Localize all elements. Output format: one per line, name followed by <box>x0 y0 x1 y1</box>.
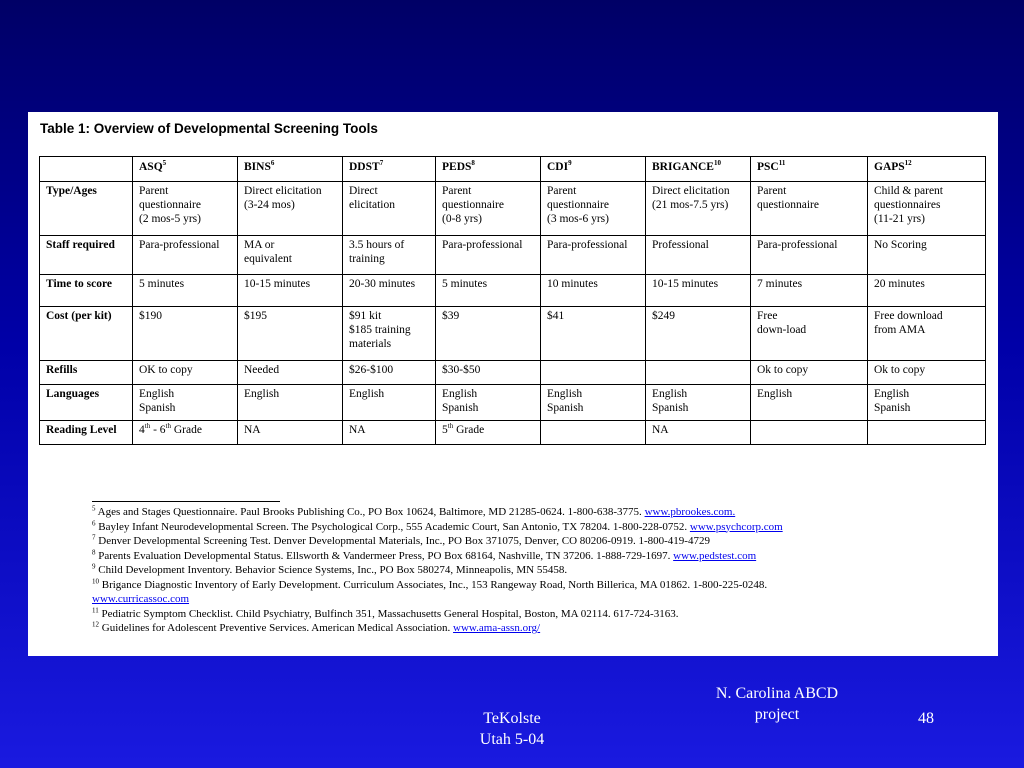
cell-brigance <box>646 361 751 385</box>
header-cdi: CDI$^9$ <box>541 157 646 182</box>
cell-cdi <box>541 361 646 385</box>
cell-ddst: 20-30 minutes <box>343 275 436 307</box>
cell-brigance: Direct elicitation (21 mos-7.5 yrs) <box>646 182 751 236</box>
cell-peds: 5 minutes <box>436 275 541 307</box>
row-label: Languages <box>40 385 133 421</box>
row-label: Type/Ages <box>40 182 133 236</box>
cell-asq: English Spanish <box>133 385 238 421</box>
footnote-6: $^6$ Bayley Infant Neurodevelopmental Screen. The Psychological Corp., 555 Academic Court, San Antonio, TX 78204. 1-800-228-0752. www.psychcorp.com <box>92 518 783 533</box>
cell-bins: Needed <box>238 361 343 385</box>
header-bins: BINS$^6$ <box>238 157 343 182</box>
cell-ddst: $91 kit $185 training materials <box>343 307 436 361</box>
table-header-row <box>40 157 986 182</box>
cell-ddst: NA <box>343 421 436 445</box>
cell-cdi: 10 minutes <box>541 275 646 307</box>
header-peds: PEDS$^8$ <box>436 157 541 182</box>
cell-psc: Parent questionnaire <box>751 182 868 236</box>
cell-psc: English <box>751 385 868 421</box>
cell-bins: NA <box>238 421 343 445</box>
footnotes <box>92 505 982 636</box>
row-label: Time to score <box>40 275 133 307</box>
header-corner-cell <box>40 157 133 182</box>
row-label: Cost (per kit) <box>40 307 133 361</box>
table-row-cost <box>40 307 986 361</box>
footnote-divider <box>92 501 280 502</box>
cell-ddst: $26-$100 <box>343 361 436 385</box>
row-label: Reading Level <box>40 421 133 445</box>
footnote-link[interactable]: www.pbrookes.com. <box>644 506 736 518</box>
cell-peds: $30-$50 <box>436 361 541 385</box>
cell-asq: Para-professional <box>133 236 238 275</box>
cell-ddst: English <box>343 385 436 421</box>
cell-cdi: Parent questionnaire (3 mos-6 yrs) <box>541 182 646 236</box>
footnote-11: $^{11}$ Pediatric Symptom Checklist. Child Psychiatry, Bulfinch 351, Massachusetts General Hospital, Boston, MA 02114. 617-724-3163. <box>92 605 679 620</box>
table-row-time-to-score <box>40 275 986 307</box>
footnote-link[interactable]: www.pedstest.com <box>673 549 757 562</box>
footnote-8: $^8$ Parents Evaluation Developmental Status. Ellsworth & Vandermeer Press, PO Box 68164, Nashville, TN 37206. 1-888-729-1697. www.pedstest.com <box>92 547 757 562</box>
header-ddst: DDST$^7$ <box>343 157 436 182</box>
cell-peds: English Spanish <box>436 385 541 421</box>
cell-psc: Para-professional <box>751 236 868 275</box>
cell-bins: Direct elicitation (3-24 mos) <box>238 182 343 236</box>
cell-gaps: Ok to copy <box>868 361 986 385</box>
cell-brigance: NA <box>646 421 751 445</box>
cell-peds: Parent questionnaire (0-8 yrs) <box>436 182 541 236</box>
cell-peds: $39 <box>436 307 541 361</box>
cell-gaps: English Spanish <box>868 385 986 421</box>
cell-cdi: English Spanish <box>541 385 646 421</box>
cell-cdi <box>541 421 646 445</box>
cell-psc <box>751 421 868 445</box>
cell-gaps: Child & parent questionnaires (11-21 yrs) <box>868 182 986 236</box>
footnote-9: $^9$ Child Development Inventory. Behavior Science Systems, Inc., PO Box 580274, Minneapolis, MN 55458. <box>92 562 568 576</box>
cell-gaps: No Scoring <box>868 236 986 275</box>
footnote-7: $^7$ Denver Developmental Screening Test. Denver Developmental Materials, Inc., PO Box 371075, Denver, CO 80206-0919. 1-800-419-4729 <box>92 533 710 547</box>
table-row-refills <box>40 361 986 385</box>
cell-peds: 5th Grade <box>436 421 541 445</box>
cell-bins: MA or equivalent <box>238 236 343 275</box>
document-page <box>28 112 998 656</box>
cell-bins: 10-15 minutes <box>238 275 343 307</box>
screening-tools-table <box>39 156 986 445</box>
row-label: Refills <box>40 361 133 385</box>
footnote-link[interactable]: www.psychcorp.com <box>689 520 783 533</box>
table-row-staff-required <box>40 236 986 275</box>
table-row-reading-level <box>40 421 986 445</box>
cell-gaps: 20 minutes <box>868 275 986 307</box>
header-gaps: GAPS$^{12}$ <box>868 157 986 182</box>
header-psc: PSC$^{11}$ <box>751 157 868 182</box>
table-row-languages <box>40 385 986 421</box>
row-label: Staff required <box>40 236 133 275</box>
cell-psc: Free down-load <box>751 307 868 361</box>
cell-asq: 4th - 6th Grade <box>133 421 238 445</box>
cell-gaps <box>868 421 986 445</box>
footnote-link[interactable]: www.curricassoc.com <box>92 593 190 605</box>
footer-author: TeKolste Utah 5-04 <box>479 710 545 748</box>
cell-gaps: Free download from AMA <box>868 307 986 361</box>
table-title: Table 1: Overview of Developmental Screening Tools <box>40 121 378 136</box>
cell-cdi: $41 <box>541 307 646 361</box>
footnote-link[interactable]: www.ama-assn.org/ <box>453 622 541 634</box>
cell-psc: 7 minutes <box>751 275 868 307</box>
footnote-5: $^5$ Ages and Stages Questionnaire. Paul Brooks Publishing Co., PO Box 10624, Baltimore, MD 21285-0624. 1-800-638-3775. www.pbrookes.com. <box>92 504 736 518</box>
table-row-type-ages <box>40 182 986 236</box>
cell-brigance: English Spanish <box>646 385 751 421</box>
cell-ddst: Direct elicitation <box>343 182 436 236</box>
footnote-10-link-line <box>92 592 982 607</box>
cell-brigance: $249 <box>646 307 751 361</box>
cell-asq: OK to copy <box>133 361 238 385</box>
cell-bins: English <box>238 385 343 421</box>
cell-asq: 5 minutes <box>133 275 238 307</box>
cell-cdi: Para-professional <box>541 236 646 275</box>
footnote-10: $^{10}$ Brigance Diagnostic Inventory of Early Development. Curriculum Associates, Inc., 153 Rangeway Road, North Billerica, MA 01862. 1-800-225-0248. <box>92 576 768 591</box>
cell-asq: Parent questionnaire (2 mos-5 yrs) <box>133 182 238 236</box>
cell-psc: Ok to copy <box>751 361 868 385</box>
cell-asq: $190 <box>133 307 238 361</box>
footer-project: N. Carolina ABCD project <box>715 685 839 723</box>
cell-peds: Para-professional <box>436 236 541 275</box>
cell-ddst: 3.5 hours of training <box>343 236 436 275</box>
cell-bins: $195 <box>238 307 343 361</box>
slide-number: 48 <box>918 710 934 727</box>
header-asq: ASQ$^5$ <box>133 157 238 182</box>
cell-brigance: Professional <box>646 236 751 275</box>
footnote-12: $^{12}$ Guidelines for Adolescent Preventive Services. American Medical Association. www.ama-assn.org/ <box>92 620 541 634</box>
cell-brigance: 10-15 minutes <box>646 275 751 307</box>
header-brigance: BRIGANCE$^{10}$ <box>646 157 751 182</box>
